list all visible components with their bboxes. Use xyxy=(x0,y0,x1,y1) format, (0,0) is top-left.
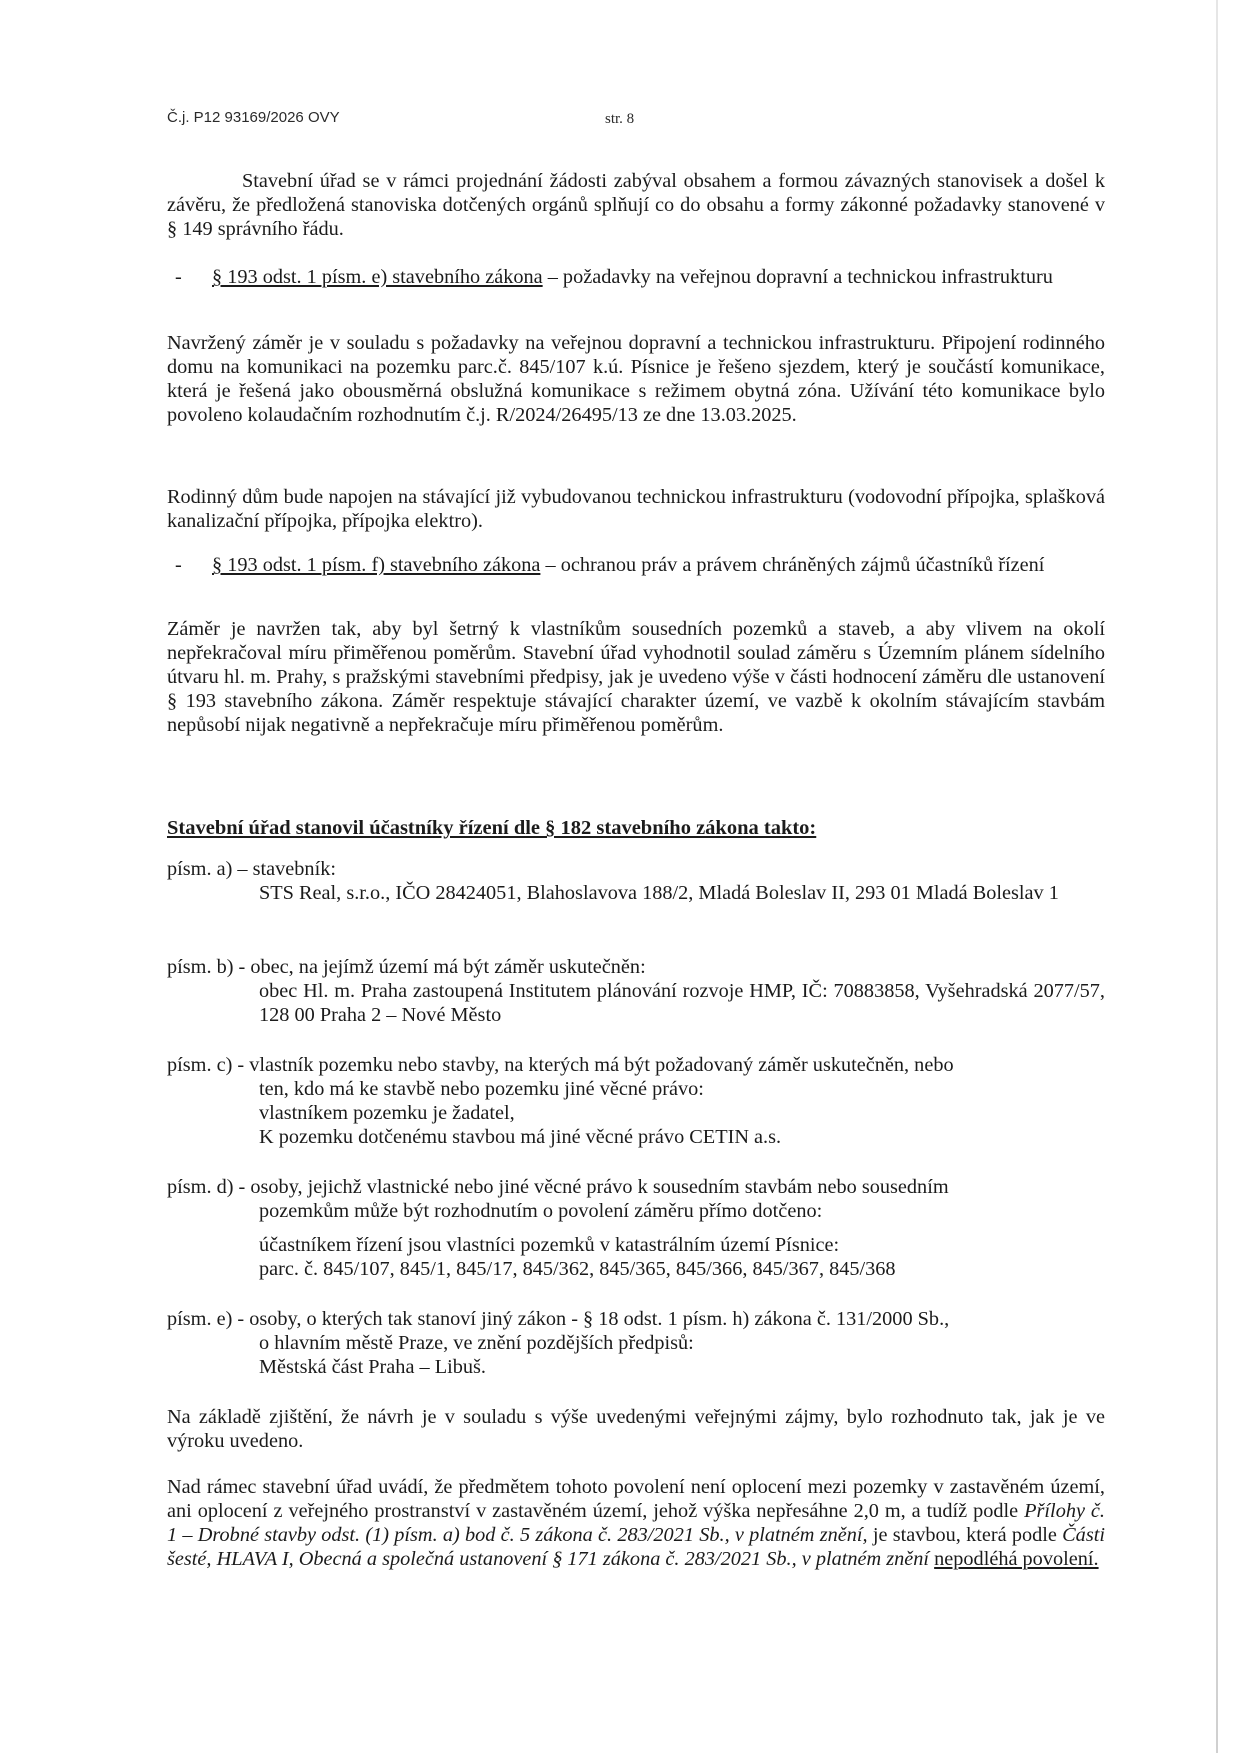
party-label-continued: ten, kdo má ke stavbě nebo pozemku jiné věcné právo: xyxy=(259,1078,704,1100)
party-label: písm. c) - vlastník pozemku nebo stavby, na kterých má být požadovaný záměr uskutečněn, nebo xyxy=(167,1054,954,1076)
party-label: písm. a) – stavebník: xyxy=(167,858,336,880)
party-detail: K pozemku dotčenému stavbou má jiné věcné právo CETIN a.s. xyxy=(259,1126,782,1148)
party-label: písm. b) - obec, na jejímž území má být záměr uskutečněn: xyxy=(167,956,646,978)
fencing-law-reference: Části šesté, HLAVA I, Obecná a společná ustanovení § 171 zákona č. 283/2021 Sb., v platném znění xyxy=(167,1524,1105,1570)
paragraph-assessment: Záměr je navržen tak, aby byl šetrný k vlastníkům sousedních pozemků a staveb, a aby vlivem na okolí nepřekračoval míru přiměřenou poměrům. Stavební úřad vyhodnotil soulad záměru s Územním plánem sídelního útvaru hl. m. Prahy, s pražskými stavebními předpisy, jak je uvedeno výše v části hodnocení záměru dle ustanovení § 193 stavebního zákona. Záměr respektuje stávající charakter území, ve vazbě k okolním stávajícím stavbám nepůsobí nijak negativně a nepřekračuje míru přiměřenou poměrům. xyxy=(167,618,1105,736)
law-reference: § 193 odst. 1 písm. f) stavebního zákona xyxy=(212,554,541,576)
scan-edge-line xyxy=(1216,0,1218,1753)
bullet-text: – ochranou práv a právem chráněných zájmů účastníků řízení xyxy=(540,554,1045,576)
party-detail: parc. č. 845/107, 845/1, 845/17, 845/362, 845/365, 845/366, 845/367, 845/368 xyxy=(259,1258,896,1280)
bullet-body xyxy=(212,553,1105,577)
paragraph-decision: Na základě zjištění, že návrh je v souladu s výše uvedenými veřejnými zájmy, bylo rozhodnuto tak, jak je ve výroku uvedeno. xyxy=(167,1406,1105,1452)
law-reference: § 193 odst. 1 písm. e) stavebního zákona xyxy=(212,266,543,288)
party-d xyxy=(167,1175,1105,1281)
party-c xyxy=(167,1053,1105,1149)
reference-number: Č.j. P12 93169/2026 OVY xyxy=(167,109,340,126)
fencing-conclusion: nepodléhá povolení. xyxy=(934,1548,1099,1570)
party-detail: Městská část Praha – Libuš. xyxy=(259,1356,486,1378)
party-label-continued: o hlavním městě Praze, ve znění pozdějších předpisů: xyxy=(259,1332,694,1354)
party-a xyxy=(167,857,1105,905)
party-b xyxy=(167,955,1105,1027)
bullet-body xyxy=(212,265,1105,289)
paragraph-infrastructure: Navržený záměr je v souladu s požadavky na veřejnou dopravní a technickou infrastrukturu. Připojení rodinného domu na komunikaci na pozemku parc.č. 845/107 k.ú. Písnice je řešeno sjezdem, který je součástí komunikace, která je řešená jako obousměrná obslužná komunikace s režimem obytná zóna. Užívání této komunikace bylo povoleno kolaudačním rozhodnutím č.j. R/2024/26495/13 ze dne 13.03.2025. xyxy=(167,332,1105,426)
page-number: str. 8 xyxy=(605,111,635,127)
bullet-text: – požadavky na veřejnou dopravní a technickou infrastrukturu xyxy=(542,266,1053,288)
fencing-text: je stavbou, která podle xyxy=(867,1524,1063,1546)
paragraph-fencing xyxy=(167,1475,1105,1571)
bullet-dash: - xyxy=(175,266,182,288)
party-detail: vlastníkem pozemku je žadatel, xyxy=(259,1102,515,1124)
section-heading-participants: Stavební úřad stanovil účastníky řízení dle § 182 stavebního zákona takto: xyxy=(167,817,817,839)
party-detail: STS Real, s.r.o., IČO 28424051, Blahoslavova 188/2, Mladá Boleslav II, 293 01 Mladá Boleslav 1 xyxy=(259,882,1059,904)
fencing-text: Nad rámec stavební úřad uvádí, že předmětem tohoto povolení není oplocení mezi pozemky v zastavěném území, ani oplocení z veřejného prostranství v zastavěném území, jehož výška nepřesáhne 2,0 m, a tudíž podle xyxy=(167,1476,1105,1522)
party-label-continued: pozemkům může být rozhodnutím o povolení záměru přímo dotčeno: xyxy=(259,1200,823,1222)
paragraph-utilities: Rodinný dům bude napojen na stávající již vybudovanou technickou infrastrukturu (vodovodní přípojka, splašková kanalizační přípojka, přípojka elektro). xyxy=(167,486,1105,532)
party-label: písm. e) - osoby, o kterých tak stanoví jiný zákon - § 18 odst. 1 písm. h) zákona č. 131/2000 Sb., xyxy=(167,1308,950,1330)
bullet-dash: - xyxy=(175,554,182,576)
party-e xyxy=(167,1307,1105,1379)
bullet-participants-rights xyxy=(167,553,1105,577)
party-detail: obec Hl. m. Praha zastoupená Institutem plánování rozvoje HMP, IČ: 70883858, Vyšehradská 2077/57, 128 00 Praha 2 – Nové Město xyxy=(259,980,1105,1026)
paragraph-binding-opinions: Stavební úřad se v rámci projednání žádosti zabýval obsahem a formou závazných stanovisek a došel k závěru, že předložená stanoviska dotčených orgánů splňují co do obsahu a formy zákonné požadavky stanovené v § 149 správního řádu. xyxy=(167,170,1105,240)
party-detail: účastníkem řízení jsou vlastníci pozemků v katastrálním území Písnice: xyxy=(259,1234,840,1256)
fencing-law-reference: Přílohy č. 1 – Drobné stavby odst. (1) písm. a) bod č. 5 zákona č. 283/2021 Sb., v platném znění, xyxy=(167,1500,1105,1546)
party-label: písm. d) - osoby, jejichž vlastnické nebo jiné věcné právo k sousedním stavbám nebo sousedním xyxy=(167,1176,949,1198)
bullet-infrastructure xyxy=(167,265,1105,289)
